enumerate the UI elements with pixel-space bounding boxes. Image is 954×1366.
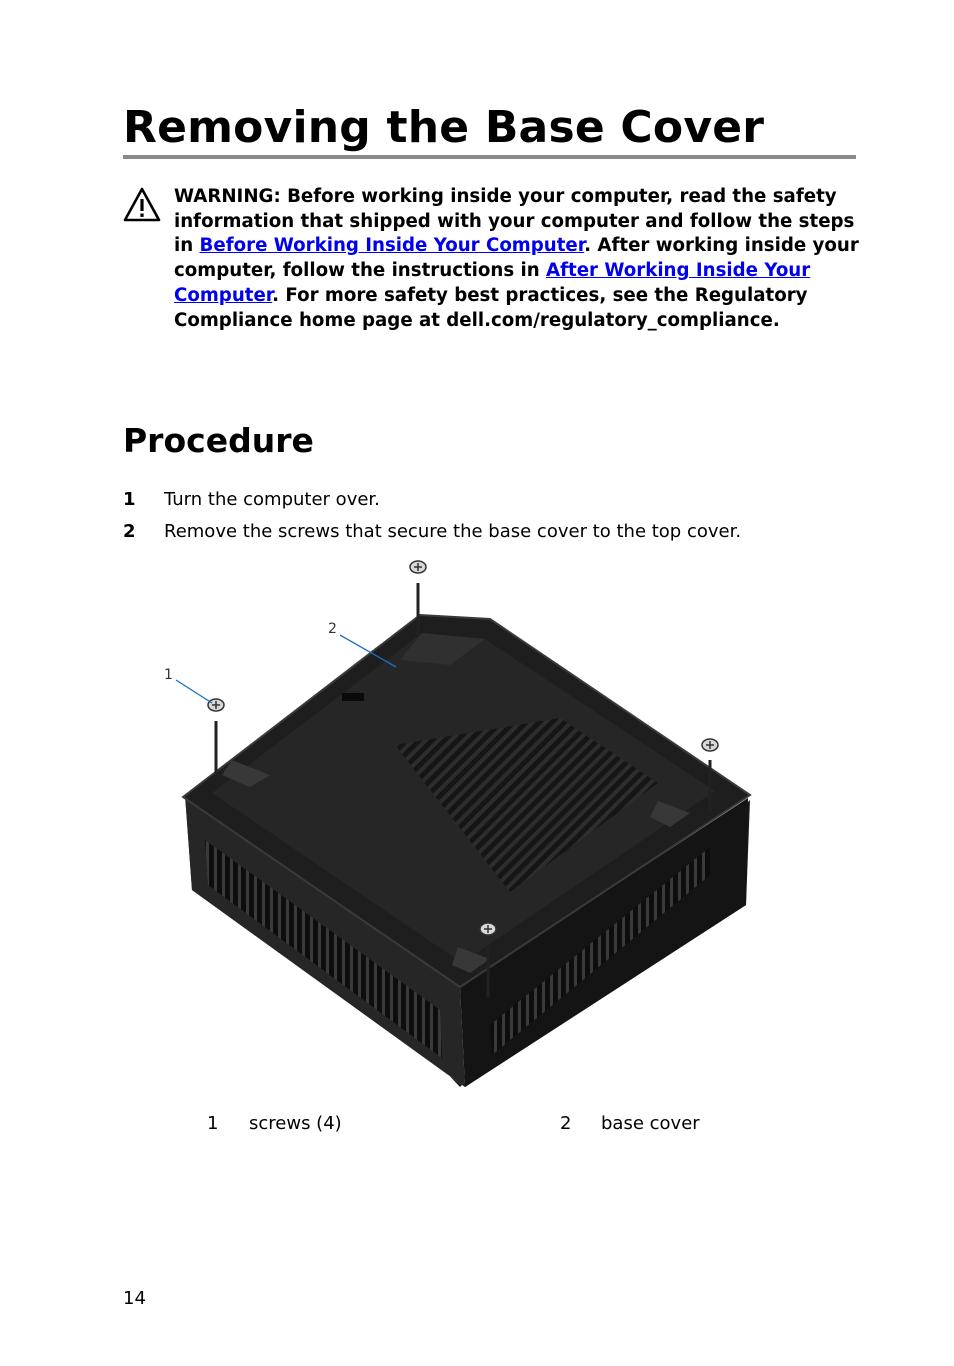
page-title: Removing the Base Cover	[123, 102, 765, 153]
legend-number-2: 2	[560, 1113, 572, 1134]
step-number: 1	[123, 489, 136, 510]
callout-leader-1	[176, 680, 212, 703]
legend-label-base-cover: base cover	[601, 1113, 700, 1134]
legend-label-screws: screws (4)	[249, 1113, 342, 1134]
warning-text-3: . For more safety best practices, see the Regulatory Compliance home page at dell.com/regulatory_compliance.	[174, 284, 808, 331]
warning-triangle-icon	[123, 187, 161, 223]
title-underline	[123, 155, 856, 159]
step-text: Remove the screws that secure the base cover to the top cover.	[164, 521, 742, 542]
warning-text-1: WARNING: Before working inside your computer, read the safety information that shipped with your computer and follow the steps in	[174, 186, 855, 257]
procedure-heading: Procedure	[123, 421, 314, 460]
base-cover-illustration	[150, 555, 770, 1095]
page-number: 14	[123, 1288, 146, 1309]
before-working-link[interactable]: Before Working Inside Your Computer	[199, 235, 585, 257]
screw	[208, 699, 224, 773]
warning-note	[174, 185, 864, 333]
computer-chassis	[183, 615, 750, 1087]
after-working-link[interactable]: After Working Inside Your Computer	[174, 260, 811, 306]
warning-text-2: . After working inside your computer, follow the instructions in	[174, 235, 859, 282]
callout-number-2: 2	[328, 621, 337, 637]
legend-number-1: 1	[207, 1113, 219, 1134]
callout-number-1: 1	[164, 667, 173, 683]
step-number: 2	[123, 521, 136, 542]
step-text: Turn the computer over.	[164, 489, 380, 510]
